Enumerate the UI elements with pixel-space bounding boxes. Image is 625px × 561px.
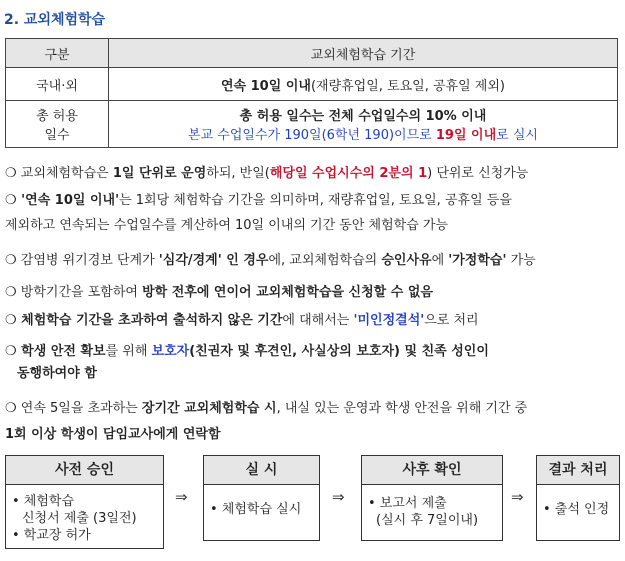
flow-step-line: • 체험학습 실시	[210, 502, 302, 517]
table-row	[6, 68, 618, 101]
flow-step-title: 사전 승인	[6, 456, 163, 485]
list-item: ❍ 교외체험학습은 1일 단위로 운영하되, 반일(해당일 수업시수의 2분의 1) 단위로 신청가능	[5, 166, 529, 181]
table-row	[6, 101, 618, 148]
row-value-total: 총 허용 일수는 전체 수업일수의 10% 이내 본교 수업일수가 190일(6학년 190)이므로 19일 이내로 실시	[109, 101, 618, 148]
flow-step-post-check	[361, 455, 503, 541]
flow-step-line: 신청서 제출 (3일전)	[22, 511, 137, 526]
row-value-domestic: 연속 10일 이내(재량휴업일, 토요일, 공휴일 제외)	[109, 68, 618, 101]
flow-step-title: 결과 처리	[537, 456, 619, 485]
flow-step-line: • 보고서 제출	[368, 496, 447, 511]
arrow-icon: ⇒	[332, 488, 345, 506]
flow-step-title: 실 시	[204, 456, 319, 485]
flow-step-title: 사후 확인	[362, 456, 502, 485]
list-item: ❍ 방학기간을 포함하여 방학 전후에 연이어 교외체험학습을 신청할 수 없음	[5, 285, 433, 300]
flow-step-line: • 학교장 허가	[12, 528, 91, 543]
period-table	[5, 38, 618, 148]
row-label-domestic: 국내·외	[6, 68, 109, 101]
list-item: ❍ '연속 10일 이내'는 1회당 체험학습 기간을 의미하며, 재량휴업일, 토요일, 공휴일 등을 제외하고 연속되는 수업일수를 계산하여 10일 이내의 기간 동안 체험학습 가능	[5, 193, 512, 233]
list-item: ❍ 학생 안전 확보를 위해 보호자(친권자 및 후견인, 사실상의 보호자) 및 친족 성인이 동행하여야 함	[5, 344, 489, 381]
arrow-icon: ⇒	[511, 488, 524, 506]
list-item: ❍ 감염병 위기경보 단계가 '심각/경계' 인 경우에, 교외체험학습의 승인사유에 '가정학습' 가능	[5, 253, 536, 268]
row-label-total: 총 허용 일수	[6, 101, 109, 148]
flow-step-result	[536, 455, 620, 541]
flow-step-line: • 체험학습	[12, 494, 75, 509]
arrow-icon: ⇒	[175, 488, 188, 506]
section-title: 2. 교외체험학습	[4, 12, 106, 28]
flow-step-execution	[203, 455, 320, 541]
table-header-category: 구분	[6, 39, 109, 68]
list-item: ❍ 연속 5일을 초과하는 장기간 교외체험학습 시, 내실 있는 운영과 학생 안전을 위해 기간 중 1회 이상 학생이 담임교사에게 연락함	[5, 401, 528, 442]
flow-step-prior-approval	[5, 455, 164, 549]
table-header-period: 교외체험학습 기간	[109, 39, 618, 68]
flow-step-line: (실시 후 7일이내)	[376, 513, 479, 528]
flow-step-line: • 출석 인정	[543, 502, 610, 517]
list-item: ❍ 체험학습 기간을 초과하여 출석하지 않은 기간에 대해서는 '미인정결석'으로 처리	[5, 313, 479, 328]
